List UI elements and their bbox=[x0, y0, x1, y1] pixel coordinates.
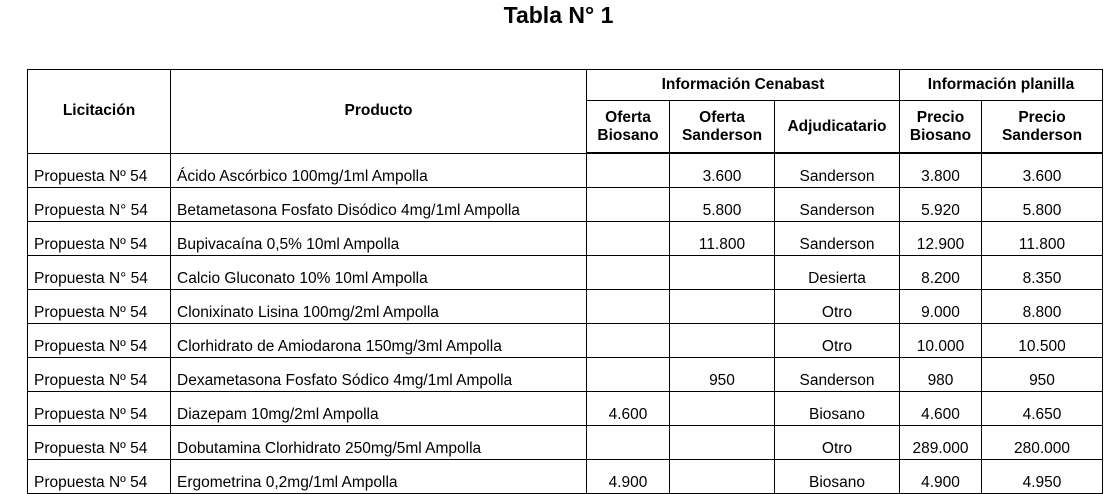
cell-oferta-biosano: 4.600 bbox=[587, 392, 670, 426]
cell-precio-sanderson: 5.800 bbox=[982, 188, 1103, 222]
cell-oferta-biosano bbox=[587, 188, 670, 222]
cell-oferta-sanderson: 950 bbox=[670, 358, 775, 392]
table-row bbox=[28, 290, 1103, 324]
table-row bbox=[28, 222, 1103, 256]
cell-oferta-sanderson bbox=[670, 392, 775, 426]
cell-adjudicatario: Biosano bbox=[775, 460, 900, 494]
header-precio-biosano: Precio Biosano bbox=[900, 101, 982, 154]
cell-oferta-biosano bbox=[587, 324, 670, 358]
header-oferta-sanderson: Oferta Sanderson bbox=[670, 101, 775, 154]
cell-precio-sanderson: 4.950 bbox=[982, 460, 1103, 494]
table-row bbox=[28, 324, 1103, 358]
table-row bbox=[28, 426, 1103, 460]
cell-precio-sanderson: 8.350 bbox=[982, 256, 1103, 290]
cell-producto: Ácido Ascórbico 100mg/1ml Ampolla bbox=[171, 153, 587, 188]
cell-precio-biosano: 980 bbox=[900, 358, 982, 392]
cell-licitacion: Propuesta Nº 54 bbox=[28, 153, 171, 188]
cell-precio-sanderson: 10.500 bbox=[982, 324, 1103, 358]
cell-oferta-biosano bbox=[587, 358, 670, 392]
cell-producto: Bupivacaína 0,5% 10ml Ampolla bbox=[171, 222, 587, 256]
cell-oferta-biosano bbox=[587, 222, 670, 256]
cell-precio-biosano: 4.900 bbox=[900, 460, 982, 494]
cell-oferta-biosano: 4.900 bbox=[587, 460, 670, 494]
cell-precio-biosano: 289.000 bbox=[900, 426, 982, 460]
table-row bbox=[28, 392, 1103, 426]
cell-oferta-sanderson: 11.800 bbox=[670, 222, 775, 256]
cell-oferta-biosano bbox=[587, 290, 670, 324]
cell-precio-biosano: 9.000 bbox=[900, 290, 982, 324]
cell-precio-sanderson: 3.600 bbox=[982, 153, 1103, 188]
cell-producto: Clorhidrato de Amiodarona 150mg/3ml Ampolla bbox=[171, 324, 587, 358]
cell-precio-sanderson: 950 bbox=[982, 358, 1103, 392]
cell-oferta-biosano bbox=[587, 256, 670, 290]
cell-oferta-sanderson bbox=[670, 256, 775, 290]
cell-oferta-biosano bbox=[587, 153, 670, 188]
cell-licitacion: Propuesta Nº 54 bbox=[28, 290, 171, 324]
cell-producto: Betametasona Fosfato Disódico 4mg/1ml Ampolla bbox=[171, 188, 587, 222]
cell-adjudicatario: Otro bbox=[775, 426, 900, 460]
table-row bbox=[28, 358, 1103, 392]
cell-precio-sanderson: 11.800 bbox=[982, 222, 1103, 256]
cell-precio-sanderson: 280.000 bbox=[982, 426, 1103, 460]
cell-oferta-sanderson: 3.600 bbox=[670, 153, 775, 188]
cell-precio-biosano: 3.800 bbox=[900, 153, 982, 188]
cell-precio-biosano: 12.900 bbox=[900, 222, 982, 256]
header-licitacion: Licitación bbox=[28, 70, 171, 154]
cell-precio-biosano: 4.600 bbox=[900, 392, 982, 426]
header-precio-sanderson: Precio Sanderson bbox=[982, 101, 1103, 154]
cell-precio-biosano: 10.000 bbox=[900, 324, 982, 358]
cell-licitacion: Propuesta N° 54 bbox=[28, 256, 171, 290]
cell-adjudicatario: Otro bbox=[775, 324, 900, 358]
cell-adjudicatario: Sanderson bbox=[775, 358, 900, 392]
cell-producto: Clonixinato Lisina 100mg/2ml Ampolla bbox=[171, 290, 587, 324]
cell-licitacion: Propuesta Nº 54 bbox=[28, 460, 171, 494]
table-row bbox=[28, 188, 1103, 222]
cell-oferta-sanderson bbox=[670, 426, 775, 460]
cell-licitacion: Propuesta Nº 54 bbox=[28, 392, 171, 426]
header-producto: Producto bbox=[171, 70, 587, 154]
cell-oferta-sanderson bbox=[670, 290, 775, 324]
table-row bbox=[28, 256, 1103, 290]
cell-licitacion: Propuesta Nº 54 bbox=[28, 222, 171, 256]
cell-adjudicatario: Desierta bbox=[775, 256, 900, 290]
cell-precio-sanderson: 8.800 bbox=[982, 290, 1103, 324]
cell-precio-biosano: 8.200 bbox=[900, 256, 982, 290]
header-oferta-biosano: Oferta Biosano bbox=[587, 101, 670, 154]
cell-adjudicatario: Sanderson bbox=[775, 222, 900, 256]
cell-licitacion: Propuesta Nº 54 bbox=[28, 324, 171, 358]
cell-oferta-sanderson bbox=[670, 324, 775, 358]
cell-producto: Dobutamina Clorhidrato 250mg/5ml Ampolla bbox=[171, 426, 587, 460]
cell-adjudicatario: Biosano bbox=[775, 392, 900, 426]
tender-comparison-table bbox=[27, 69, 1103, 494]
cell-adjudicatario: Sanderson bbox=[775, 153, 900, 188]
cell-licitacion: Propuesta Nº 54 bbox=[28, 426, 171, 460]
header-adjudicatario: Adjudicatario bbox=[775, 101, 900, 154]
cell-oferta-biosano bbox=[587, 426, 670, 460]
cell-producto: Dexametasona Fosfato Sódico 4mg/1ml Ampolla bbox=[171, 358, 587, 392]
cell-licitacion: Propuesta Nº 54 bbox=[28, 358, 171, 392]
header-group-planilla: Información planilla bbox=[900, 70, 1103, 101]
cell-producto: Diazepam 10mg/2ml Ampolla bbox=[171, 392, 587, 426]
cell-oferta-sanderson bbox=[670, 460, 775, 494]
cell-licitacion: Propuesta N° 54 bbox=[28, 188, 171, 222]
header-group-cenabast: Información Cenabast bbox=[587, 70, 900, 101]
cell-adjudicatario: Sanderson bbox=[775, 188, 900, 222]
table-row bbox=[28, 153, 1103, 188]
cell-producto: Calcio Gluconato 10% 10ml Ampolla bbox=[171, 256, 587, 290]
table-row bbox=[28, 460, 1103, 494]
cell-producto: Ergometrina 0,2mg/1ml Ampolla bbox=[171, 460, 587, 494]
cell-oferta-sanderson: 5.800 bbox=[670, 188, 775, 222]
cell-precio-biosano: 5.920 bbox=[900, 188, 982, 222]
document-title: Tabla N° 1 bbox=[503, 2, 614, 28]
cell-precio-sanderson: 4.650 bbox=[982, 392, 1103, 426]
cell-adjudicatario: Otro bbox=[775, 290, 900, 324]
